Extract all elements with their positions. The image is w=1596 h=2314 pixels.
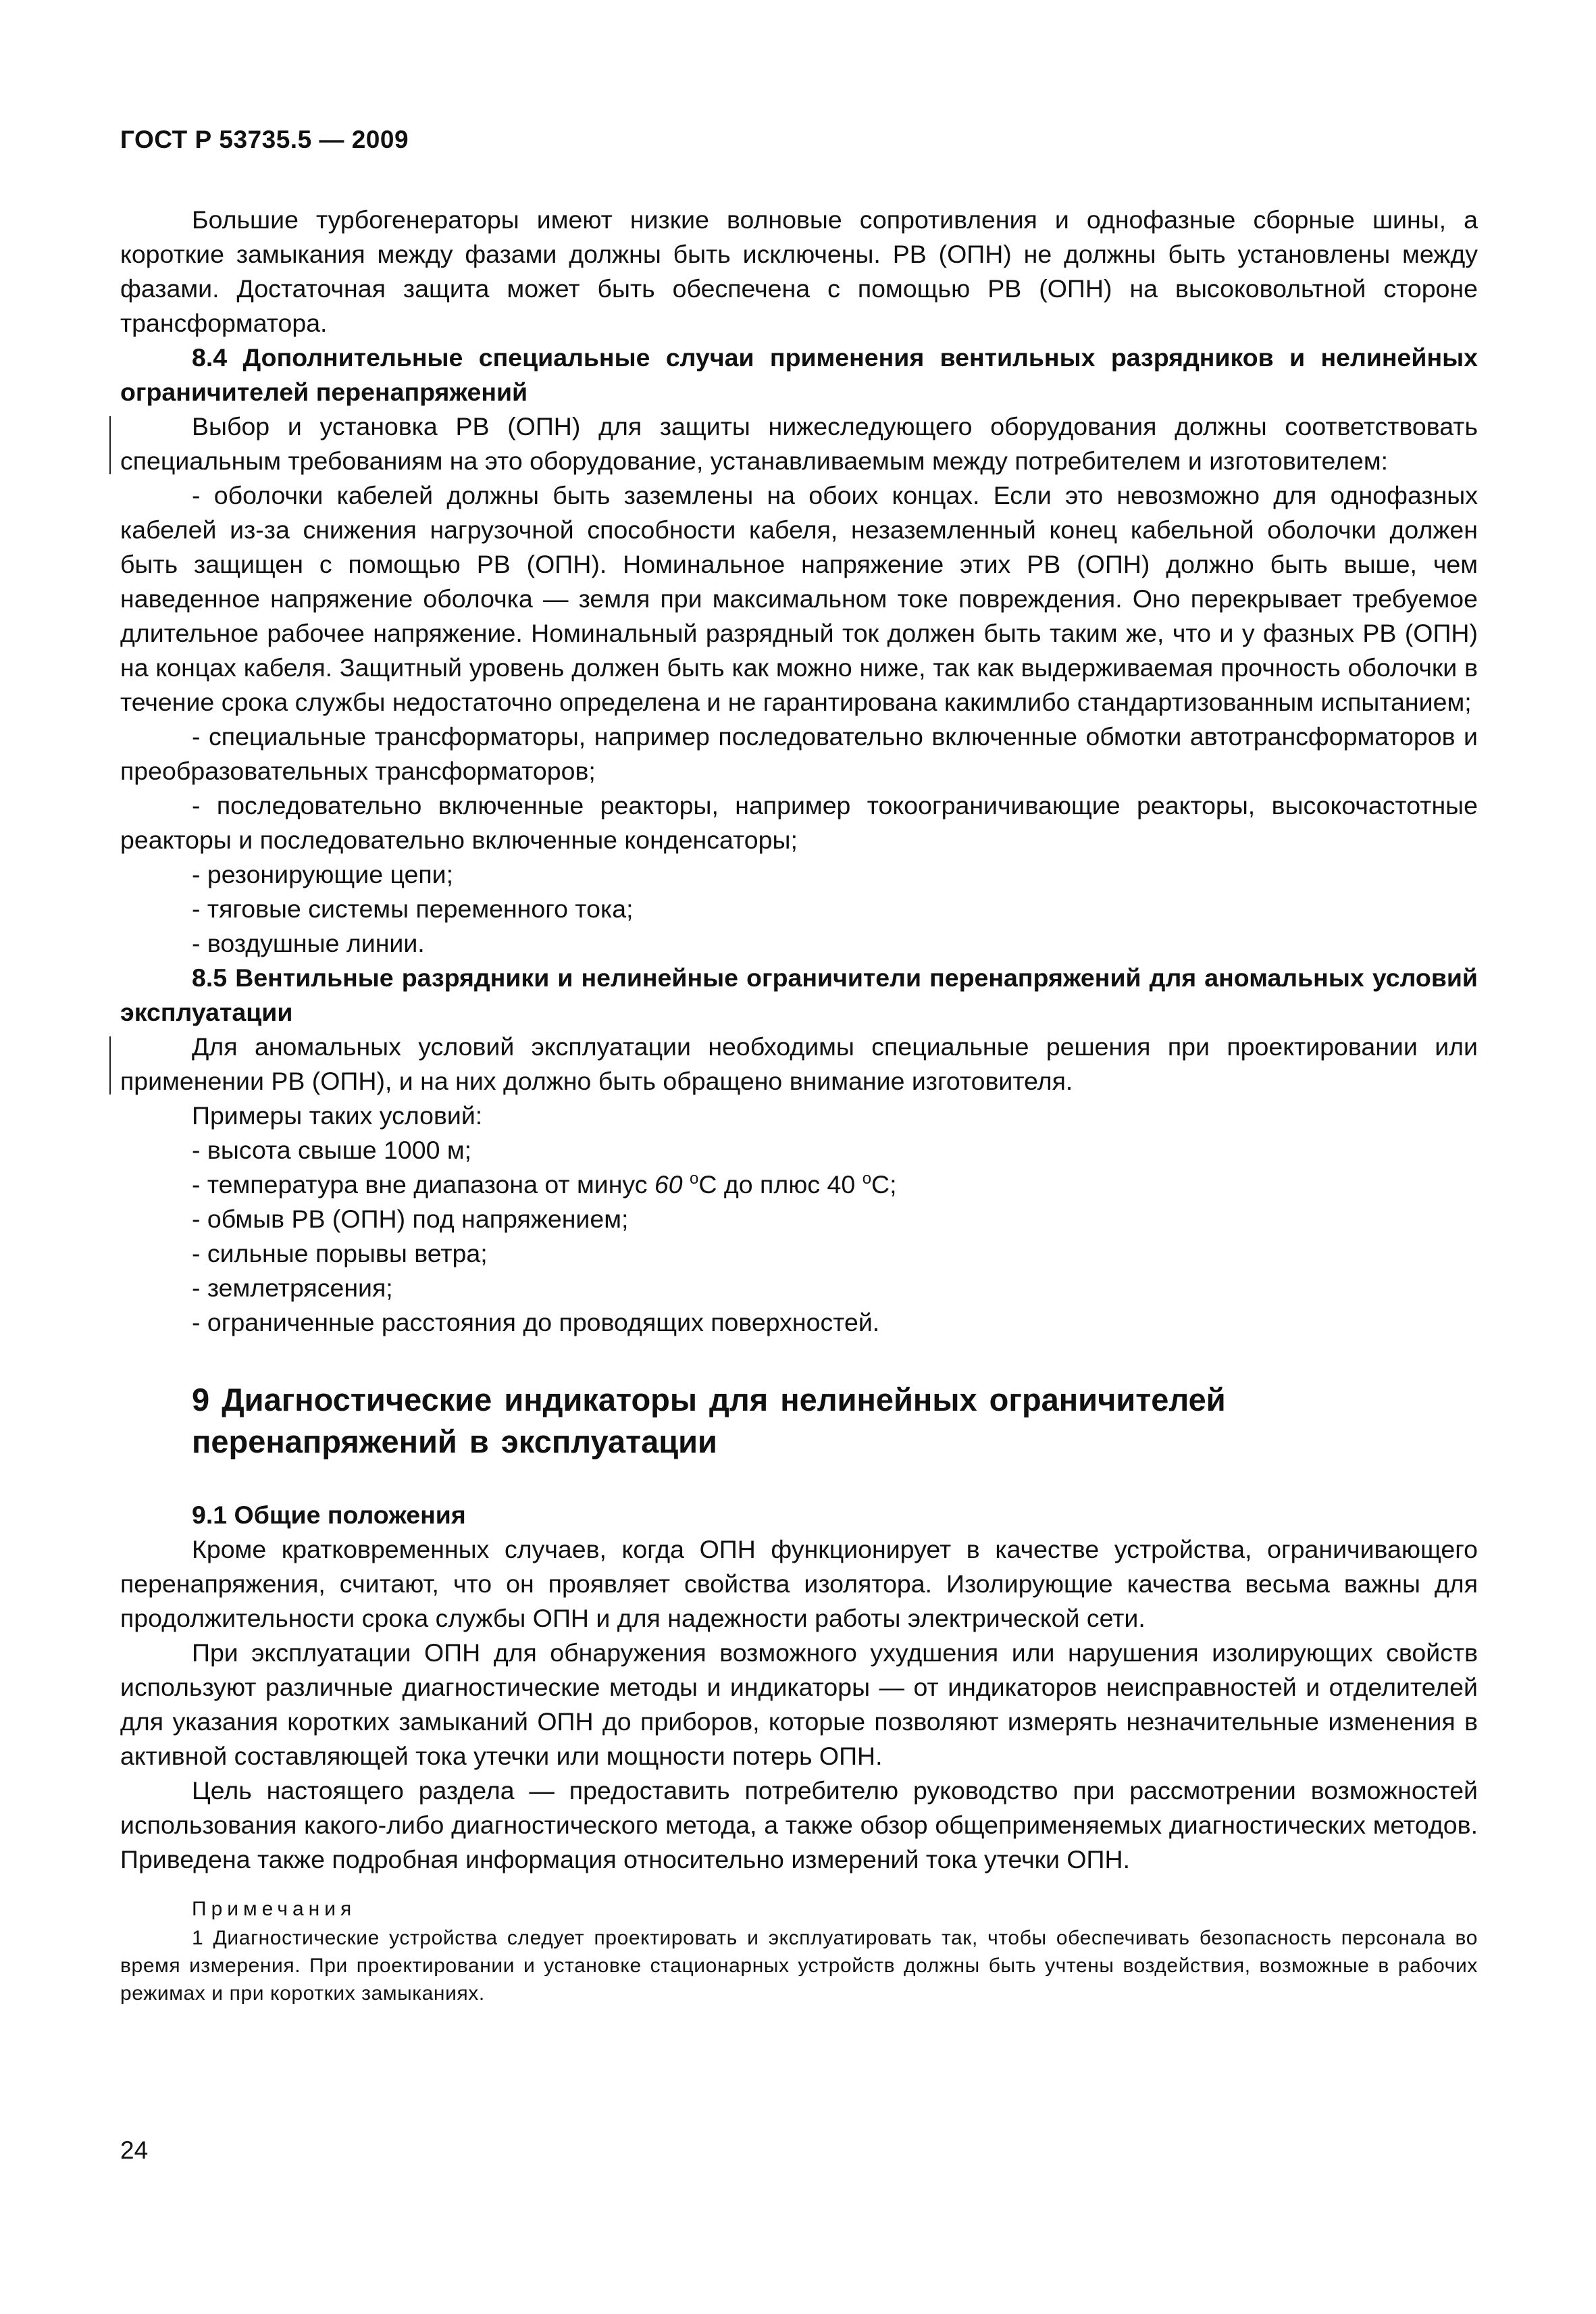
list-item: - оболочки кабелей должны быть заземлены на обоих концах. Если это невозможно для однофазных кабелей из-за снижения нагрузочной способности кабеля, незаземленный конец кабельной оболочки должен быть защищен с помощью РВ (ОПН). Номинальное напряжение этих РВ (ОПН) должно быть выше, чем наведенное напряжение оболочка — земля при максимальном токе повреждения. Оно перекрывает требуемое длительное рабочее напряжение. Номинальный разрядный ток должен быть таким же, что и у фазных РВ (ОПН) на концах кабеля. Защитный уровень должен быть как можно ниже, так как выдерживаемая прочность оболочки в течение срока службы недостаточно определена и не гарантирована какимлибо стандартизованным испытанием; [120, 481, 1478, 716]
temp-mid: С до плюс 40 [698, 1170, 863, 1199]
list-item: - специальные трансформаторы, например последовательно включенные обмотки автотрансформаторов и преобразовательных трансформаторов; [120, 722, 1478, 785]
notes-heading: Примечания [192, 1898, 357, 1920]
section-8-5-heading: 8.5 Вентильные разрядники и нелинейные ограничители перенапряжений для аномальных условий эксплуатации [120, 963, 1478, 1026]
standard-code-header: ГОСТ Р 53735.5 — 2009 [120, 126, 409, 153]
examples-lead: Примеры таких условий: [192, 1101, 483, 1130]
list-item: - ограниченные расстояния до проводящих поверхностей. [192, 1308, 880, 1336]
list-item: - последовательно включенные реакторы, например токоограничивающие реакторы, высокочастотные реакторы и последовательно включенные конденсаторы; [120, 791, 1478, 854]
section-8-5-intro: Для аномальных условий эксплуатации необходимы специальные решения при проектировании или применении РВ (ОПН), и на них должно быть обращено внимание изготовителя. [120, 1030, 1478, 1099]
list-item: - высота свыше 1000 м; [192, 1136, 472, 1164]
page-number: 24 [120, 2136, 149, 2164]
list-item: - воздушные линии. [192, 929, 425, 957]
temp-prefix: - температура вне диапазона от минус [192, 1170, 654, 1199]
section-8-4-intro: Выбор и установка РВ (ОПН) для защиты нижеследующего оборудования должны соответствовать специальным требованиям на это оборудование, устанавливаемым между потребителем и изготовителем: [120, 409, 1478, 478]
section-8-4-heading: 8.4 Дополнительные специальные случаи применения вентильных разрядников и нелинейных ограничителей перенапряжений [120, 343, 1478, 406]
degree-sign: о [862, 1169, 872, 1188]
list-item: - землетрясения; [192, 1274, 393, 1302]
list-item: - тяговые системы переменного тока; [192, 895, 634, 923]
temp-low-value: 60 [654, 1170, 683, 1199]
temp-suffix: С; [871, 1170, 897, 1199]
list-item: - обмыв РВ (ОПН) под напряжением; [192, 1205, 629, 1233]
note-1: 1 Диагностические устройства следует проектировать и эксплуатировать так, чтобы обеспечивать безопасность персонала во время измерения. При проектировании и установке стационарных устройств должны быть учтены воздействия, возможные в рабочих режимах и при коротких замыканиях. [120, 1927, 1478, 2005]
list-item: - сильные порывы ветра; [192, 1239, 488, 1267]
section-9-1-paragraph: Цель настоящего раздела — предоставить потребителю руководство при рассмотрении возможностей использования какого-либо диагностического метода, а также обзор общеприменяемых диагностических методов. Приведена также подробная информация относительно измерений тока утечки ОПН. [120, 1776, 1478, 1873]
section-9-1-heading: 9.1 Общие положения [192, 1501, 466, 1529]
degree-sign: о [690, 1169, 699, 1188]
list-item-temperature [120, 1167, 1478, 1202]
list-item: - резонирующие цепи; [192, 860, 454, 888]
section-9-heading: 9 Диагностические индикаторы для нелинейных ограничителей перенапряжений в эксплуатации [192, 1382, 1226, 1459]
section-9-1-paragraph: При эксплуатации ОПН для обнаружения возможного ухудшения или нарушения изолирующих свойств используют различные диагностические методы и индикаторы — от индикаторов неисправностей и отделителей для указания коротких замыканий ОПН до приборов, которые позволяют измерять незначительные изменения в активной составляющей тока утечки или мощности потерь ОПН. [120, 1638, 1478, 1770]
document-body [120, 203, 1478, 2007]
section-9-1-paragraph: Кроме кратковременных случаев, когда ОПН функционирует в качестве устройства, ограничивающего перенапряжения, считают, что он проявляет свойства изолятора. Изолирующие качества весьма важны для продолжительности срока службы ОПН и для надежности работы электрической сети. [120, 1535, 1478, 1632]
paragraph-turbogenerators: Большие турбогенераторы имеют низкие волновые сопротивления и однофазные сборные шины, а короткие замыкания между фазами должны быть исключены. РВ (ОПН) не должны быть установлены между фазами. Достаточная защита может быть обеспечена с помощью РВ (ОПН) на высоковольтной стороне трансформатора. [120, 205, 1478, 337]
